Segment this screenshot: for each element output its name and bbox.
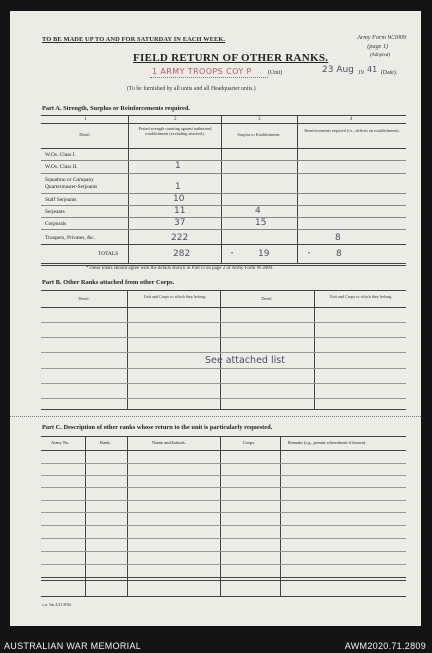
row-label: W.Os. Class I. bbox=[45, 152, 76, 158]
part-a-footnote: *These totals should agree with the details shown in Part D on page 2 of Army Form W.3009. bbox=[86, 266, 274, 271]
row-rule bbox=[41, 564, 406, 565]
posted-value: 37 bbox=[174, 218, 186, 228]
row-label: Quartermaster-Serjeants bbox=[45, 184, 98, 190]
rule bbox=[41, 409, 406, 410]
vline bbox=[297, 115, 298, 263]
row-rule bbox=[41, 525, 406, 526]
part-c-col-corps: Corps. bbox=[243, 440, 256, 445]
rule bbox=[41, 596, 406, 597]
row-rule bbox=[41, 512, 406, 513]
row-rule bbox=[41, 383, 406, 384]
rule bbox=[41, 290, 406, 291]
part-c-col-remarks: Remarks (e.g., present whereabouts if known). bbox=[288, 440, 367, 445]
rule bbox=[41, 580, 406, 581]
row-rule bbox=[41, 352, 406, 353]
footer-credit: AUSTRALIAN WAR MEMORIAL bbox=[4, 641, 142, 651]
col-number-1: 1 bbox=[84, 117, 87, 122]
posted-value: 10 bbox=[173, 194, 185, 204]
total-dot: • bbox=[308, 251, 311, 257]
posted-value: 222 bbox=[171, 233, 189, 243]
perforation bbox=[10, 416, 421, 417]
col-number-4: 4 bbox=[350, 117, 353, 122]
vline bbox=[221, 115, 222, 263]
header-instruction: TO BE MADE UP TO AND FOR SATURDAY IN EACH WEEK. bbox=[42, 36, 226, 43]
row-label: Staff Serjeants bbox=[45, 197, 77, 203]
date-label: (Date). bbox=[381, 70, 398, 76]
part-b-col-detail-2: Detail. bbox=[261, 296, 273, 301]
part-c-col-name: Name and Initials. bbox=[152, 440, 186, 445]
row-rule bbox=[41, 217, 406, 218]
rule bbox=[41, 148, 406, 149]
row-rule bbox=[41, 551, 406, 552]
print-code: s.w. 5m 4/41 B/66 bbox=[42, 602, 72, 607]
vline bbox=[220, 436, 221, 596]
date-value: 23 Aug bbox=[322, 65, 354, 75]
row-rule bbox=[41, 337, 406, 338]
rule bbox=[41, 577, 406, 578]
posted-value: 11 bbox=[174, 206, 186, 216]
col-number-3: 3 bbox=[258, 117, 261, 122]
subtitle: (To be furnished by all units and all Headquarter units.) bbox=[127, 86, 256, 92]
posted-value: 1 bbox=[175, 161, 181, 171]
vline bbox=[127, 290, 128, 410]
col-header-detail: Detail. bbox=[79, 132, 91, 137]
surplus-total: 19 bbox=[258, 249, 270, 259]
part-a-heading: Part A. Strength, Surplus or Reinforcements required. bbox=[42, 105, 190, 112]
vline bbox=[128, 115, 129, 263]
row-label: W.Os. Class II. bbox=[45, 164, 78, 170]
posted-total: 282 bbox=[173, 249, 191, 259]
col-header-posted: Posted strength counting against authorized establishment (excluding attached). bbox=[138, 126, 212, 136]
row-rule bbox=[41, 263, 406, 264]
vline bbox=[280, 436, 281, 596]
row-rule bbox=[41, 368, 406, 369]
total-dot: • bbox=[231, 251, 234, 257]
part-b-col-unit-2: Unit and Corps to which they belong. bbox=[329, 294, 393, 299]
row-rule bbox=[41, 173, 406, 174]
row-label: Troopers, Privates, &c. bbox=[45, 235, 95, 241]
part-c-col-rank: Rank. bbox=[100, 440, 111, 445]
row-rule bbox=[41, 475, 406, 476]
rule bbox=[41, 123, 406, 124]
row-rule bbox=[41, 500, 406, 501]
footer-accession: AWM2020.71.2809 bbox=[344, 641, 426, 651]
row-rule bbox=[41, 205, 406, 206]
unit-label: (Unit) bbox=[268, 70, 283, 76]
surplus-value: 4 bbox=[255, 206, 261, 216]
rule bbox=[41, 307, 406, 308]
row-rule bbox=[41, 244, 406, 245]
vline bbox=[127, 436, 128, 596]
surplus-value: 15 bbox=[255, 218, 267, 228]
row-label: Squadron or Company bbox=[45, 177, 94, 183]
reinf-total: 8 bbox=[336, 249, 342, 259]
rule bbox=[41, 115, 406, 116]
date-year-suffix: 41 bbox=[367, 65, 378, 74]
form-id: Army Form W.3009 bbox=[357, 34, 406, 41]
part-b-col-detail: Detail. bbox=[78, 296, 90, 301]
row-rule bbox=[41, 322, 406, 323]
vline bbox=[85, 436, 86, 596]
date-year-prefix: 19 bbox=[358, 70, 364, 76]
col-header-surplus: Surplus to Establishment. bbox=[237, 132, 281, 137]
unit-line bbox=[150, 77, 268, 78]
part-b-col-unit: Unit and Corps to which they belong. bbox=[143, 294, 207, 299]
reinf-value: 8 bbox=[335, 233, 341, 243]
row-rule bbox=[41, 487, 406, 488]
part-b-heading: Part B. Other Ranks attached from other Corps. bbox=[42, 279, 175, 286]
col-number-2: 2 bbox=[174, 117, 177, 122]
form-adopted: (Adopted) bbox=[370, 53, 390, 58]
row-rule bbox=[41, 398, 406, 399]
row-rule bbox=[41, 193, 406, 194]
part-c-heading: Part C. Description of other ranks whose return to the unit is particularly requested. bbox=[42, 424, 273, 431]
rule bbox=[41, 450, 406, 451]
part-c-col-army-no: Army No. bbox=[51, 440, 70, 445]
page-title: FIELD RETURN OF OTHER RANKS. bbox=[133, 52, 329, 64]
vline bbox=[220, 290, 221, 410]
row-label: Serjeants bbox=[45, 209, 65, 215]
row-rule bbox=[41, 160, 406, 161]
col-header-reinf: Reinforcements required (i.e., deficits on establishment). bbox=[304, 128, 400, 133]
posted-value: 1 bbox=[175, 182, 181, 192]
rule bbox=[41, 436, 406, 437]
form-page: (page 1) bbox=[367, 43, 388, 50]
row-rule bbox=[41, 463, 406, 464]
row-label: Corporals bbox=[45, 221, 67, 227]
vline bbox=[314, 290, 315, 410]
totals-label: TOTALS bbox=[98, 251, 119, 257]
row-rule bbox=[41, 538, 406, 539]
row-rule bbox=[41, 229, 406, 230]
unit-value: 1 ARMY TROOPS COY P bbox=[152, 67, 252, 76]
form-paper bbox=[10, 11, 421, 626]
part-b-note: See attached list bbox=[205, 355, 285, 366]
